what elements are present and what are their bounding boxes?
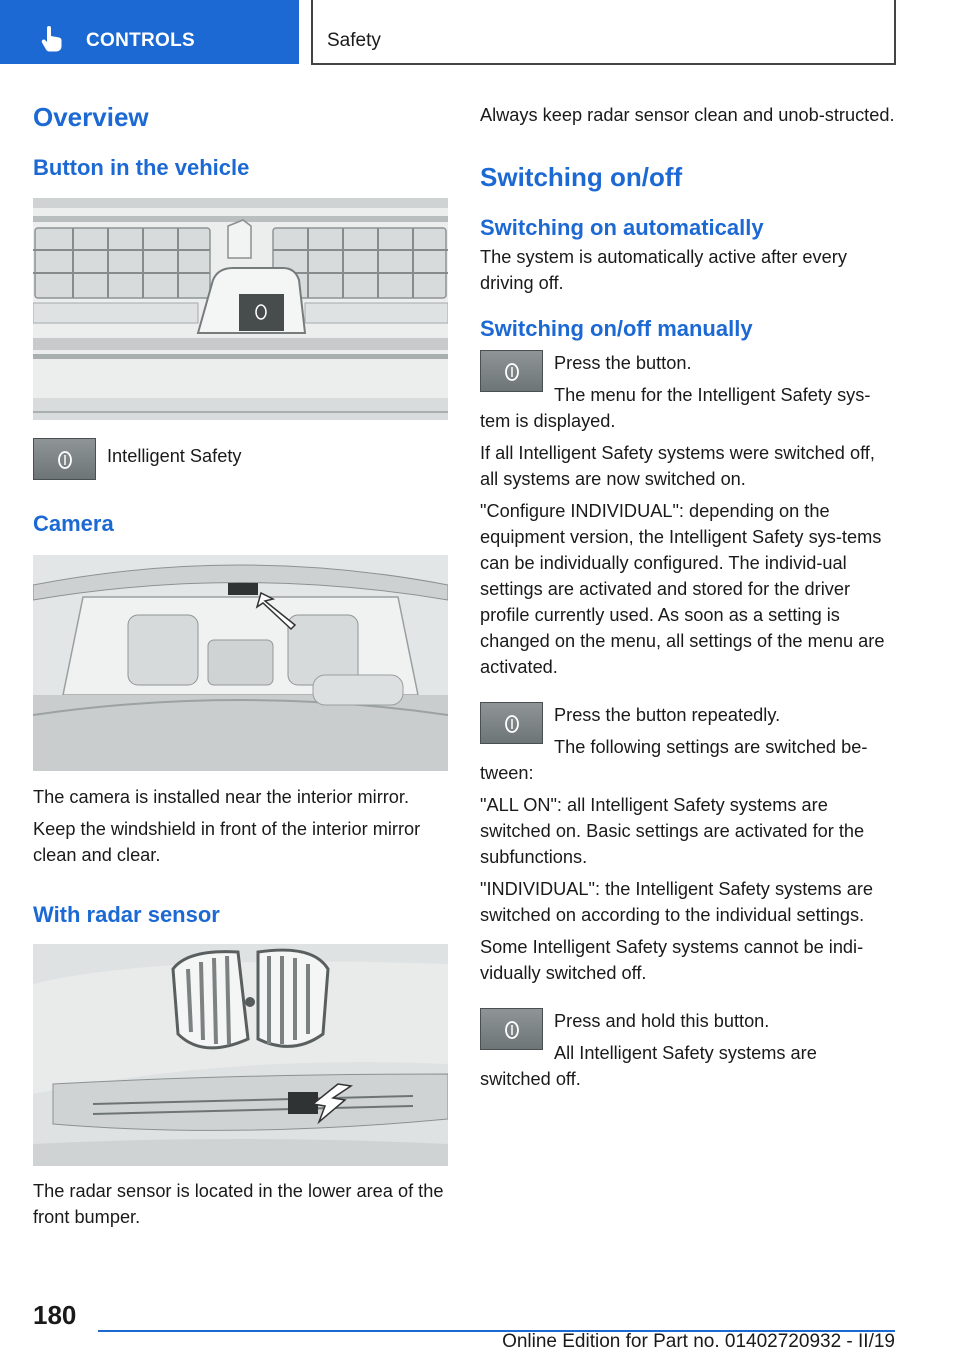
intelligent-safety-button-icon: [33, 438, 96, 480]
chapter-header: [311, 0, 896, 65]
radar-sensor-text: The radar sensor is located in the lower area of the front bumper.: [33, 1181, 444, 1228]
camera-image: [33, 555, 448, 771]
intelligent-safety-button-icon: [480, 702, 543, 744]
menu-displayed-suffix: tem is displayed.: [480, 410, 616, 431]
radar-keep-clean: Always keep radar sensor clean and unob‐structed.: [480, 105, 895, 125]
camera-text-1: The camera is installed near the interior mirror.: [33, 786, 410, 807]
button-in-vehicle-heading: Button in the vehicle: [33, 155, 250, 181]
press-repeatedly-block: [480, 702, 895, 786]
radar-sensor-image: [33, 944, 448, 1166]
switching-auto-heading: Switching on automatically: [480, 215, 764, 241]
switching-title: Switching on/off: [480, 162, 683, 192]
radar-sensor-heading: With radar sensor: [33, 901, 220, 927]
page-number: 180: [33, 1300, 77, 1330]
right-column: [480, 100, 895, 1092]
menu-displayed-prefix: The menu for the Intelligent Safety sys‐: [554, 384, 871, 405]
overview-title: Overview: [33, 102, 149, 132]
section-label: CONTROLS: [86, 30, 196, 51]
switching-auto-text: The system is automatically active after every driving off.: [480, 246, 847, 293]
intelligent-safety-label: Intelligent Safety: [107, 445, 242, 466]
all-on-text: "ALL ON": all Intelligent Safety systems are switched on. Basic settings are activated for the subfunctions.: [480, 794, 865, 867]
intelligent-safety-button-icon: [480, 1008, 543, 1050]
section-tab[interactable]: [0, 0, 299, 64]
dashboard-button-image: [33, 198, 448, 420]
intelligent-safety-button-icon: [480, 350, 543, 392]
following-settings-suffix: tween:: [480, 762, 534, 783]
chapter-title: Safety: [327, 30, 381, 51]
camera-text-2: Keep the windshield in front of the interior mirror clean and clear.: [33, 818, 421, 865]
switching-manual-heading: Switching on/off manually: [480, 315, 753, 341]
all-switched-off-text: If all Intelligent Safety systems were switched off, all systems are now switched on.: [480, 442, 875, 489]
configure-individual-text: "Configure INDIVIDUAL": depending on the equipment version, the Intelligent Safety sys‐tems can be individually configured. The individ‐ual settings are activated and stored for the driver profile currently used. As soon as a setting is changed on the menu, all settings of the menu are activated.: [480, 500, 885, 677]
all-off-suffix: switched off.: [480, 1068, 581, 1089]
individual-text: "INDIVIDUAL": the Intelligent Safety systems are switched on according to the individual settings.: [480, 878, 873, 925]
camera-heading: Camera: [33, 510, 114, 536]
press-repeatedly-text: Press the button repeatedly.: [554, 704, 781, 725]
hand-pointer-icon: [40, 26, 64, 52]
following-settings-prefix: The following settings are switched be‐: [554, 736, 868, 757]
press-hold-text: Press and hold this button.: [554, 1010, 770, 1031]
edition-footer: Online Edition for Part no. 01402720932 - II/19: [502, 1331, 895, 1352]
press-button-block: [480, 350, 895, 434]
all-off-prefix: All Intelligent Safety systems are: [554, 1042, 817, 1063]
left-column: [33, 100, 448, 1230]
press-button-text: Press the button.: [554, 352, 692, 373]
cannot-switch-off-text: Some Intelligent Safety systems cannot be indi‐vidually switched off.: [480, 936, 864, 983]
intelligent-safety-row: [33, 438, 448, 481]
press-hold-block: [480, 1008, 895, 1092]
